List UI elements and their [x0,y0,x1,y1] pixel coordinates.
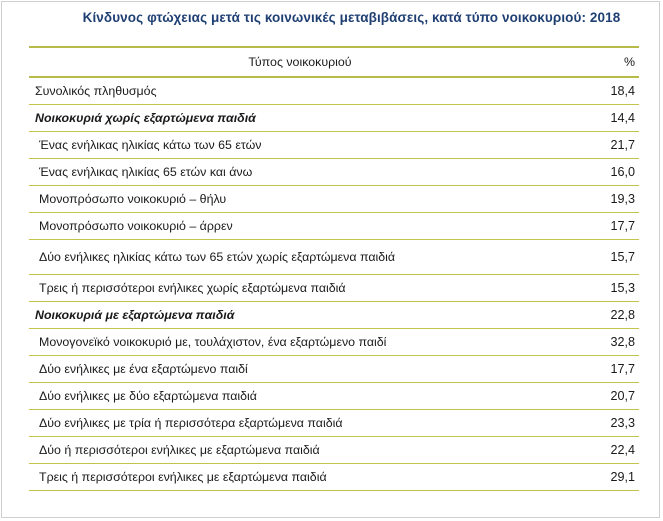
row-label: Μονογονεϊκό νοικοκυριό με, τουλάχιστον, ένα εξαρτώμενο παιδί [29,329,569,356]
row-label: Δύο ενήλικες ηλικίας κάτω των 65 ετών χωρίς εξαρτώμενα παιδιά [29,240,569,275]
table-row [29,186,639,213]
table-row [29,356,639,383]
row-value: 19,3 [569,186,639,213]
table-row [29,329,639,356]
row-label: Δύο ενήλικες με ένα εξαρτώμενο παιδί [29,356,569,383]
table-row [29,159,639,186]
table-header-row [29,47,639,77]
row-label: Τρεις ή περισσότεροι ενήλικες με εξαρτώμενα παιδιά [29,464,569,491]
row-label: Δύο ενήλικες με δύο εξαρτώμενα παιδιά [29,383,569,410]
row-label: Συνολικός πληθυσμός [29,77,569,105]
table-row [29,132,639,159]
row-value: 15,7 [569,240,639,275]
row-value: 21,7 [569,132,639,159]
column-header-household-type: Τύπος νοικοκυριού [29,47,569,77]
row-value: 15,3 [569,275,639,302]
row-value: 23,3 [569,410,639,437]
row-value: 22,8 [569,302,639,329]
column-header-percent: % [569,47,639,77]
row-label: Τρεις ή περισσότεροι ενήλικες χωρίς εξαρτώμενα παιδιά [29,275,569,302]
table-row-group [29,302,639,329]
table-row [29,464,639,491]
group-label: Νοικοκυριά με εξαρτώμενα παιδιά [29,302,569,329]
table-row [29,437,639,464]
table-row [29,410,639,437]
row-value: 17,7 [569,356,639,383]
row-label: Δύο ενήλικες με τρία ή περισσότερα εξαρτώμενα παιδιά [29,410,569,437]
row-value: 18,4 [569,77,639,105]
row-value: 22,4 [569,437,639,464]
table-row [29,383,639,410]
group-label: Νοικοκυριά χωρίς εξαρτώμενα παιδιά [29,105,569,132]
poverty-risk-table [29,46,639,491]
row-value: 29,1 [569,464,639,491]
row-label: Μονοπρόσωπο νοικοκυριό – θήλυ [29,186,569,213]
row-value: 32,8 [569,329,639,356]
table-row [29,213,639,240]
row-value: 20,7 [569,383,639,410]
table-title: Κίνδυνος φτώχειας μετά τις κοινωνικές μεταβιβάσεις, κατά τύπο νοικοκυριού: 2018 [82,10,621,25]
row-value: 17,7 [569,213,639,240]
row-label: Δύο ή περισσότεροι ενήλικες με εξαρτώμενα παιδιά [29,437,569,464]
row-label: Ένας ενήλικας ηλικίας κάτω των 65 ετών [29,132,569,159]
table-row [29,275,639,302]
table-row-group [29,105,639,132]
row-label: Μονοπρόσωπο νοικοκυριό – άρρεν [29,213,569,240]
row-value: 14,4 [569,105,639,132]
row-label: Ένας ενήλικας ηλικίας 65 ετών και άνω [29,159,569,186]
table-row [29,240,639,275]
table-row [29,77,639,105]
row-value: 16,0 [569,159,639,186]
